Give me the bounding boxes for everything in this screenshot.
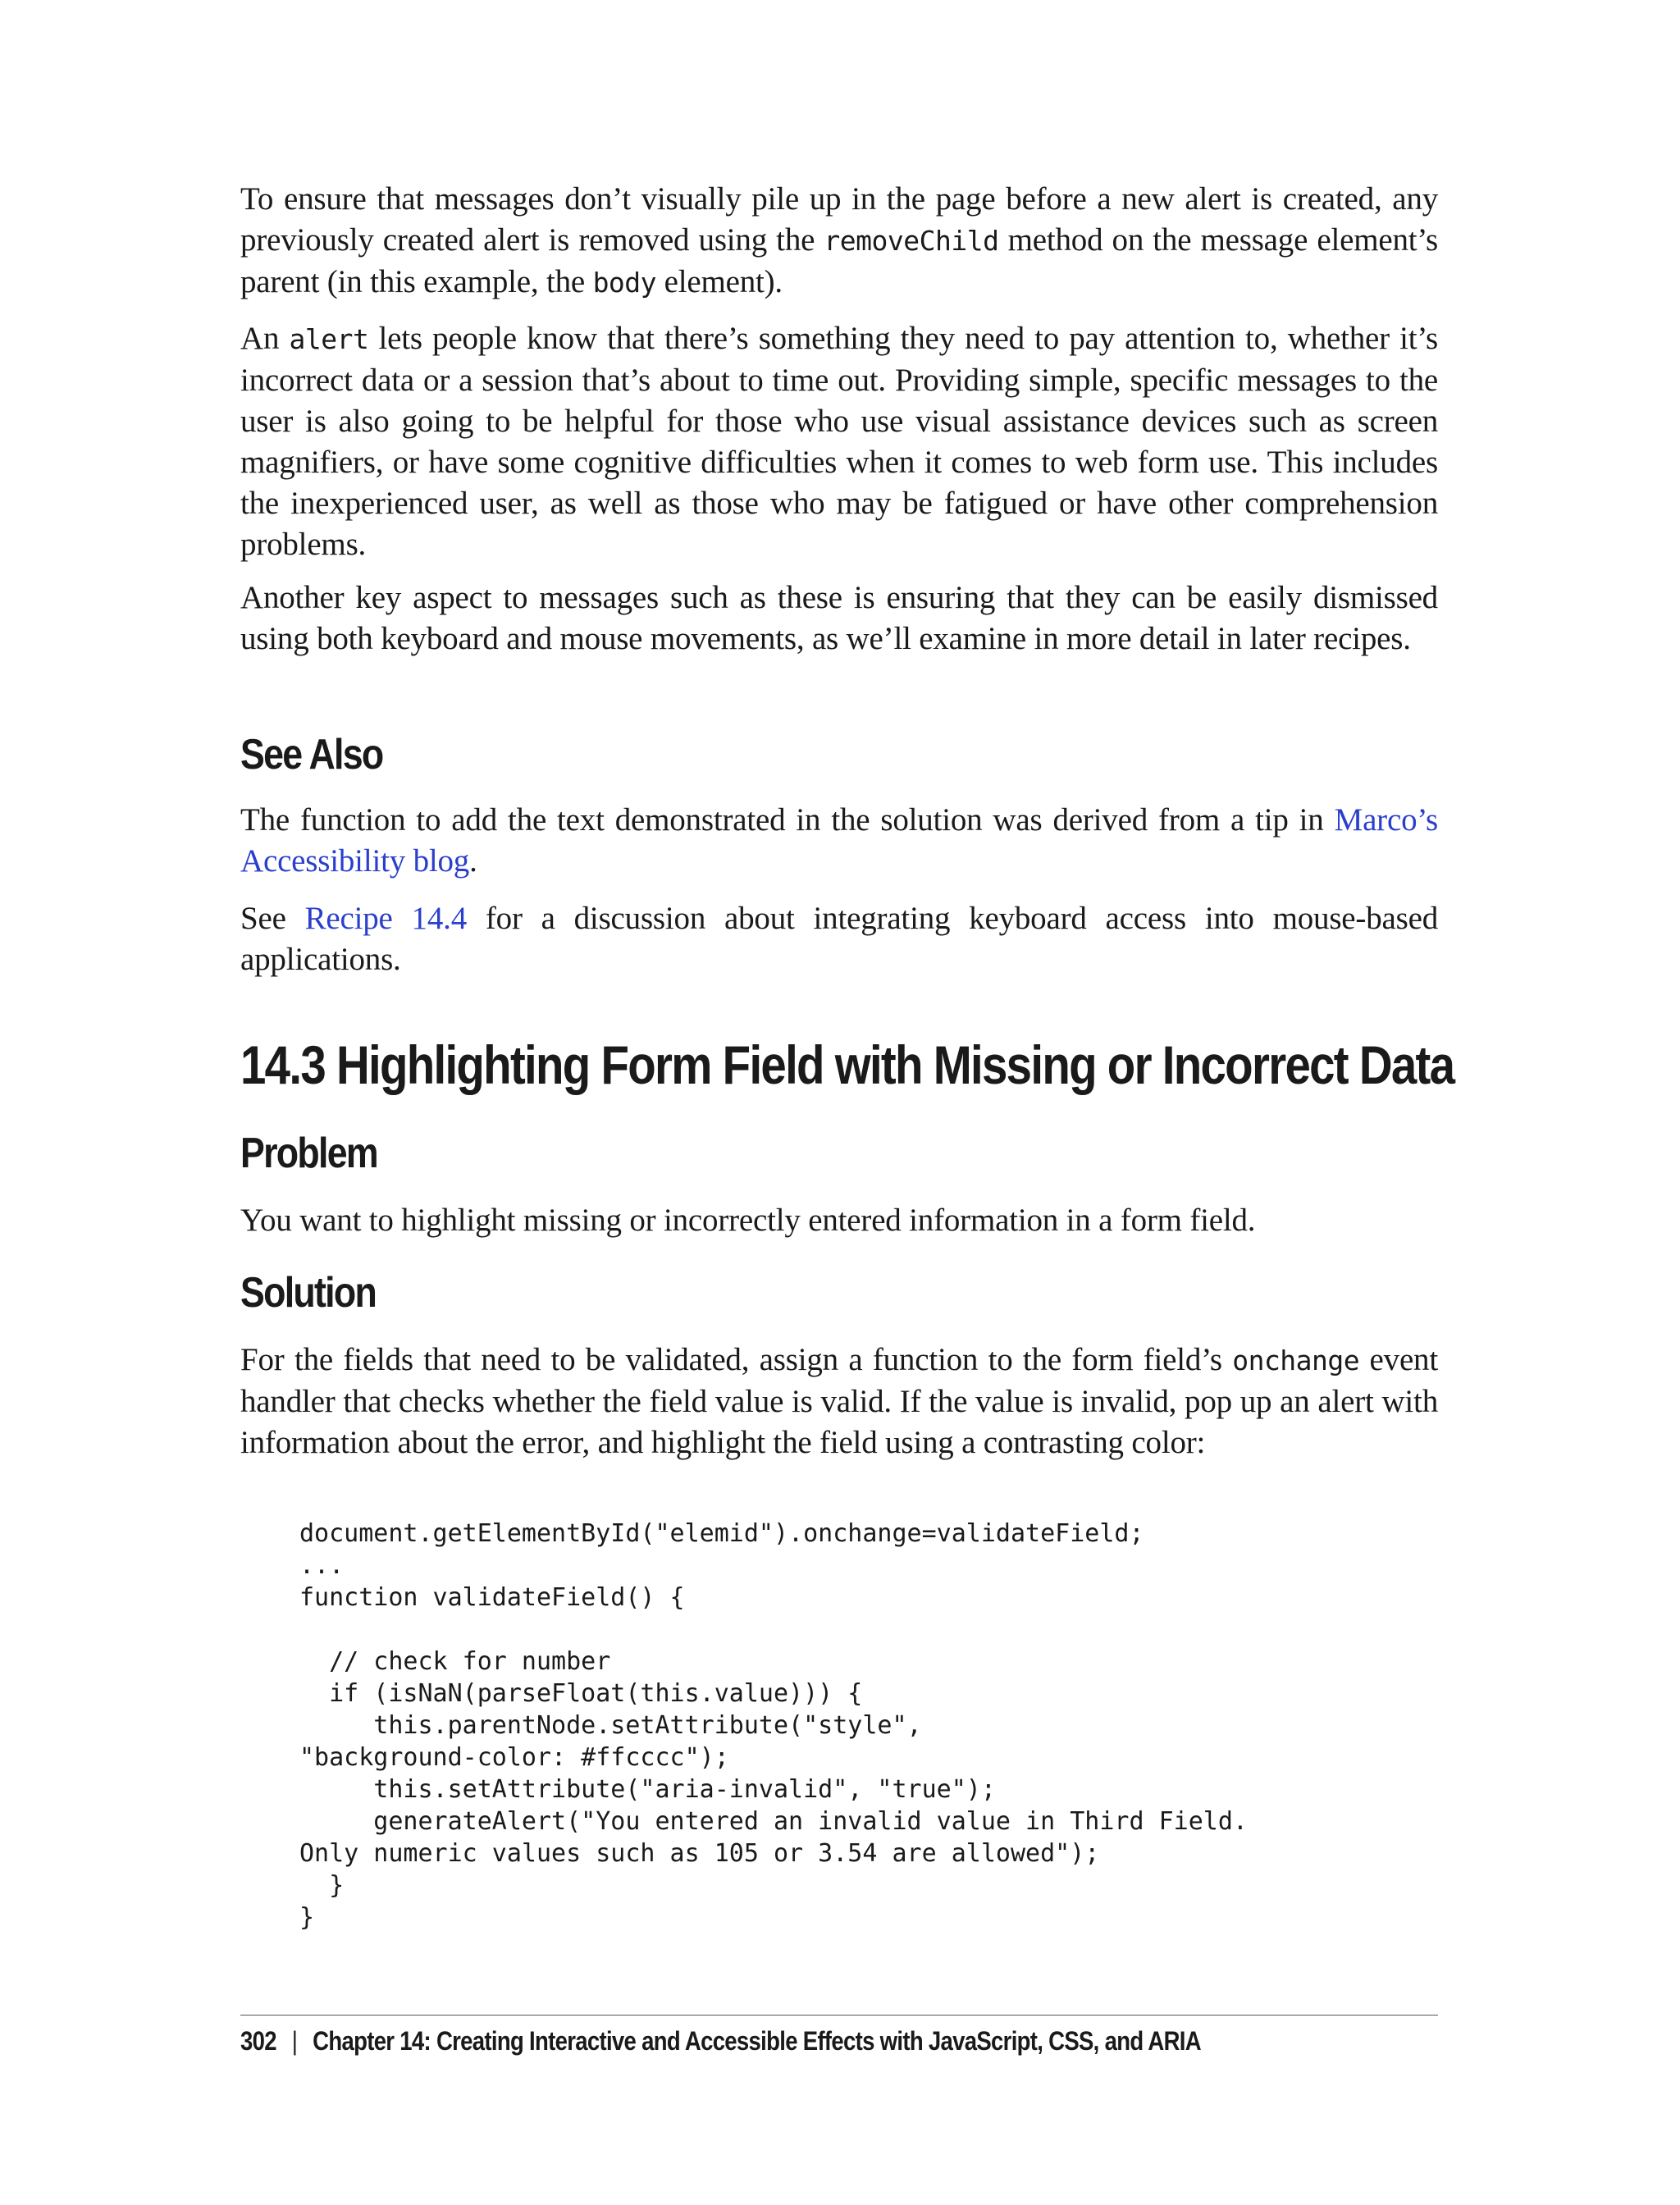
see-also-heading: See Also	[240, 731, 383, 778]
chapter-title: Chapter 14: Creating Interactive and Accessible Effects with JavaScript, CSS, and ARIA	[313, 2026, 1201, 2056]
paragraph-alert	[240, 318, 1438, 565]
code-block: document.getElementById("elemid").onchange=validateField; ... function validateField() { // check for number if (isNaN(parseFloat(this.value))) { this.parentNode.setAttribute("style", "background-color: #ffcccc"); this.setAttribute("aria-invalid", "true"); generateAlert("You entered an invalid value in Third Field. Only numeric values such as 105 or 3.54 are allowed"); } }	[299, 1519, 1248, 1932]
text-run: For the fields that need to be validated, assign a function to the form field’s	[240, 1342, 1233, 1377]
text-run: lets people know that there’s something they need to pay attention to, whether it’s incorrect data or a session that’s about to time out. Providing simple, specific messages to the user is also going to be helpful for those who use visual assistance devices such as screen magnifiers, or have some cognitive difficulties when it comes to web form use. This includes the inexperienced user, as well as those who may be fatigued or have other comprehension problems.	[240, 321, 1438, 562]
paragraph-remove-child	[240, 179, 1438, 304]
text-run: for a discussion about integrating keyboard access into mouse-based applications.	[240, 901, 1438, 977]
page-number: 302	[240, 2026, 276, 2056]
text-run: An	[240, 321, 290, 356]
paragraph-see-also-1	[240, 800, 1438, 882]
inline-code: removeChild	[824, 225, 999, 257]
text-run: method on the message element’s parent (in this example, the	[240, 222, 1439, 299]
paragraph-see-also-2	[240, 898, 1438, 980]
problem-text: You want to highlight missing or incorrectly entered information in a form field.	[240, 1203, 1256, 1238]
problem-heading: Problem	[240, 1130, 377, 1177]
text-run: event handler that checks whether the field value is valid. If the value is invalid, pop up an alert with information about the error, and highlight the field using a contrasting color:	[240, 1342, 1438, 1460]
text-run: To ensure that messages don’t visually pile up in the page before a new alert is created, any previously created alert is removed using the	[240, 181, 1438, 258]
text-run: The function to add the text demonstrated in the solution was derived from a tip in	[240, 802, 1335, 838]
text-run: element).	[656, 264, 783, 299]
text-run: See	[240, 901, 305, 936]
inline-code: alert	[289, 323, 369, 355]
marco-blog-link[interactable]: Marco’s Accessibility blog	[240, 802, 1438, 879]
text-run: .	[469, 843, 477, 879]
section-title: 14.3 Highlighting Form Field with Missing or Incorrect Data	[240, 1034, 1454, 1095]
recipe-14-4-link[interactable]: Recipe 14.4	[304, 901, 468, 936]
paragraph-dismiss: Another key aspect to messages such as these is ensuring that they can be easily dismissed using both keyboard and mouse movements, as we’ll examine in more detail in later recipes.	[240, 580, 1438, 656]
solution-heading: Solution	[240, 1269, 377, 1317]
inline-code: body	[592, 267, 657, 299]
inline-code: onchange	[1232, 1344, 1360, 1376]
solution-text	[240, 1340, 1438, 1463]
footer-separator: |	[291, 2026, 298, 2056]
page-footer	[240, 2026, 1201, 2057]
footer-rule	[240, 2015, 1438, 2016]
